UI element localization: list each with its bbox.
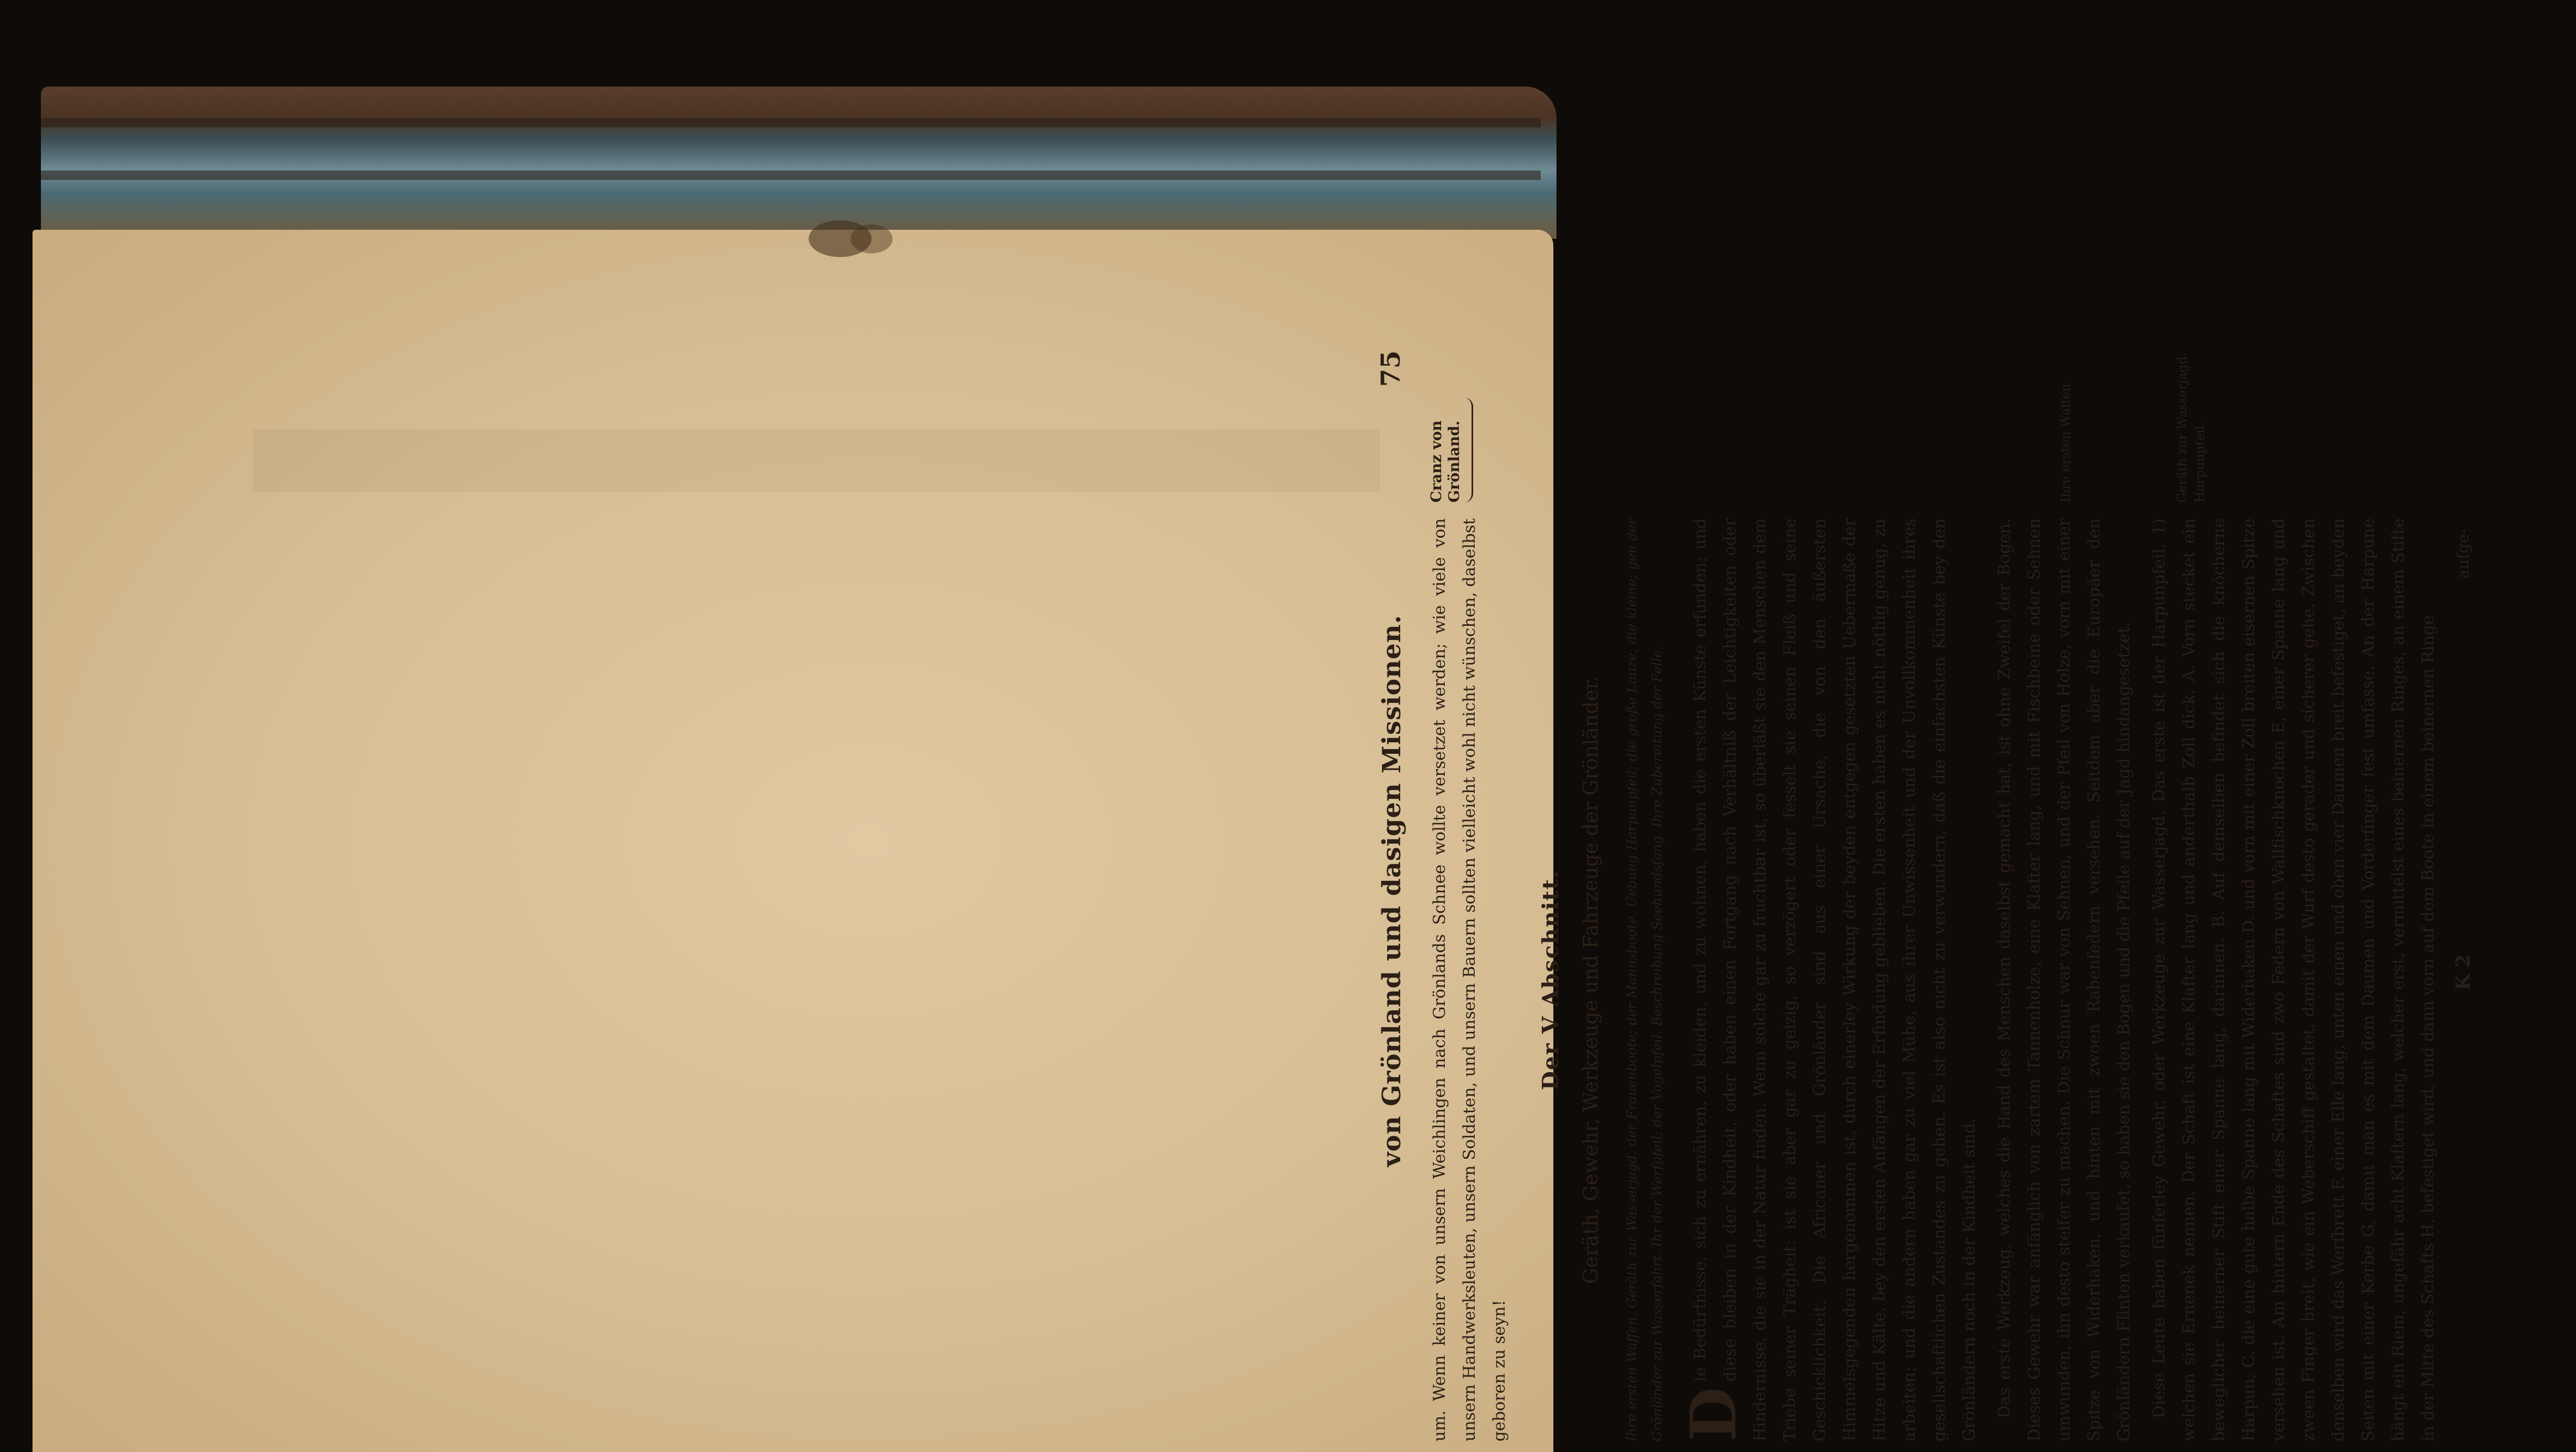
paragraph-1-text: ie Bedürfnisse, sich zu ernähren, zu kleiden, und zu wohnen, haben die ersten Künste erfunden; und diese bleiben in der Kindheit, oder haben einen Fortgang nach Verhältniß der Leichtigkeiten oder Hindernisse, die sie in der Natur finden. Wenn solche gar zu fruchtbar ist, so überläßt sie den Menschen dem Triebe seiner Trägheit: ist sie aber gar zu geizig, so verzögert oder fesselt sie seinen Fleiß und seine Geschicklichkeit. Die Africaner und Grönländer sind aus einer Ursache, die von den äußersten Himmelsgegenden hergenommen ist, durch einerley Wirkung der beyden entgegen gesetzten Uebermaße der Hitze und Kälte, bey den ersten Anfängen der Erfindung geblieben. Die ersten haben es nicht nöthig genug, zu arbeiten; und die andern haben gar zu viel Mühe, aus ihrer Unwissenheit und der Unvollkommenheit ihres gesellschaftlichen Zustandes zu gehen. Es ist also nicht zu verwundern, daß die einfachsten Künste bey den Grönländern noch in der Kindheit sind. [1691,518,1979,1442]
page-number: 75 [1375,350,1406,387]
catchword: aufge- [2454,529,2473,579]
book-page-edges [41,87,1557,239]
margin-note-tools: Geräth zur Wasserjagd. Harpunpfeil. [2175,352,2207,503]
signature-mark: K 2 [2452,954,2474,990]
brace-mark [1464,398,1473,503]
edge-band [41,118,1541,127]
margin-note-source [1427,345,1473,503]
bleed-through-shadow [253,429,1380,492]
paragraph-2: Das erste Werkzeug, welches die Hand des Menschen daselbst gemacht hat, ist ohne Zweifel der Bogen. Dieses Gewehr war anfänglich von zartem Tannenholze, eine Klafter lang, und mit Fischbeine oder Sehnen umwunden, ihn desto steifer zu machen. Die Schnur war von Sehnen, und der Pfeil von Holze, vorn mit einer Spitze von Widerhaken, und hinten mit zwoen Rabenfedern versehen. Seitdem aber die Europäer den Grönländern Flinten verkaufet, so haben sie den Bogen und die Pfeile auf der Jagd hindangesetzet. [1995,518,2133,1442]
running-title: von Grönland und dasigen Missionen. [1377,614,1407,1167]
book-page [33,230,2474,1452]
section-title: Geräth, Gewehr, Werkzeuge und Fahrzeuge der Grönländer. [1579,676,1602,1284]
page-footer [2449,518,2480,1442]
rotated-text-block [1370,340,2576,1442]
running-head [1370,340,1412,1442]
edge-band [41,170,1541,180]
chapter-summary: Ihre ersten Waffen. Geräth zur Wasserjagd. der Frauenboote; der Mannsboote. Uebung Harpunpfeil; die große Lanze; die kleine; gen der Grönländer zur Wasserfahrt. Ihr der Werfpfeil; der Vogelpfeil. Beschreibung Seehundsfang. Ihre Zubereitung der Felle. [1624,518,1665,1442]
paragraph-1 [1677,518,1984,1442]
main-text [1425,518,2480,1442]
chapter-title: Der V Abschnitt. [1538,869,1563,1091]
opening-paragraph: um. Wenn keiner von unsern Weichlingen nach Grönlands Schnee wollte versetzet werden; wie viele von unsern Handwerksleuten, unsern Soldaten, und unsern Bauern sollten vielleicht wohl nicht wünschen, daselbst geboren zu seyn! [1430,518,1509,1442]
paragraph-3: Diese Leute haben fünferley Gewehr, oder Werkzeuge zur Wasserjagd. Das erste ist der Harpunpfeil, 1) welchen sie Ernenek nennen. Der Schaft ist eine Klafter lang und anderthalb Zoll dick. A. Vorn stecket ein beweglicher beinerner Stift einer Spanne lang, darinnen. B. Auf demselben befindet sich die knöcherne Harpun, C. die eine gute halbe Spanne lang mit Widerhaken D. und vorn mit einer Zoll breiten eisernen Spitze versehen ist. Am hintern Ende des Schaftes sind zwo Federn von Wallfischknochen E, einer Spanne lang und zween Finger breit, wie ein Weberschiff gestaltet, damit der Wurf desto gerader und sicherer gehe. Zwischen denselben wird das Werfbrett F. einer Elle lang, unten einen und oben vier Daumen breit befestiget, an beyden Seiten mit einer Kerbe G, damit man es mit dem Daumen und Vorderfinger fest umfasse. An der Harpune hängt ein Riem, ungefähr acht Klaftern lang, welcher erst, vermittelst eines beinernen Ringes, an einem Stifte in der Mitte des Schafts H. befestiget wird, und dann vorn auf dem Boote in einem beinernen Ringe [2150,518,2438,1442]
ink-stain [851,225,893,253]
drop-cap: D [1677,1386,1751,1442]
margin-note-first-weapons: Ihre ersten Waffen. [2058,379,2073,503]
margin-note-source-text: Cranz von Grönland. [1427,420,1463,503]
